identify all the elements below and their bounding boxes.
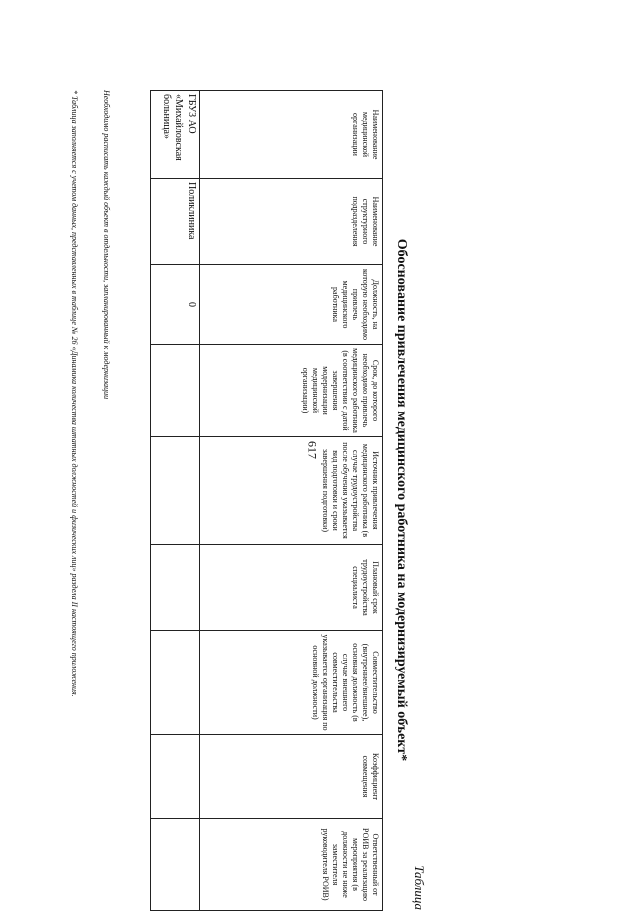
cell-deadline bbox=[151, 345, 200, 437]
cell-org: ГБУЗ АО «Михайловская больница» bbox=[151, 91, 200, 179]
col-deadline: Срок, до которого необходимо привлечь медицинского работника (в соответствии с датой завершения модернизации медицинской организации) bbox=[200, 345, 383, 437]
col-position: Должность, на которую необходимо привлечь медицинского работника bbox=[200, 265, 383, 345]
cell-source bbox=[151, 437, 200, 545]
table-label: Таблица bbox=[412, 865, 427, 910]
col-coefficient: Коэффициент совмещения bbox=[200, 735, 383, 819]
col-org: Наименование медицинской организации bbox=[200, 91, 383, 179]
cell-position: 0 bbox=[151, 265, 200, 345]
rotated-sheet bbox=[0, 90, 427, 910]
col-source: Источник привлечения медицинского работника (в случае трудоустройства после обучения указывается вид подготовки и сроки завершения подготовки) bbox=[200, 437, 383, 545]
cell-coefficient bbox=[151, 735, 200, 819]
page-number: 617 bbox=[305, 441, 320, 459]
cell-responsible bbox=[151, 819, 200, 911]
cell-combination bbox=[151, 631, 200, 735]
col-unit: Наименование структурного подразделения bbox=[200, 179, 383, 265]
document-title: Обоснование привлечения медицинского работника на модернизируемый объект* bbox=[394, 238, 409, 762]
col-responsible: Ответственный от РОИВ за реализацию мероприятия (в должности не ниже заместителя руководителя РОИВ) bbox=[200, 819, 383, 911]
footnote-per-object: Необходимо расписать каждый объект в отдельности, запланированный к модернизации bbox=[102, 90, 111, 400]
table-header-row bbox=[200, 91, 383, 911]
cell-unit: Поликлиника bbox=[151, 179, 200, 265]
table-row bbox=[151, 91, 200, 911]
staffing-table bbox=[150, 90, 383, 911]
cell-planned-term bbox=[151, 545, 200, 631]
footnote-table-26: * Таблица заполняется с учетом данных, представленных в таблице № 26 «Динамика количества штатных должностей и физических лиц» раздела II настоящего приложения. bbox=[70, 90, 79, 697]
col-combination: Совместительство (внутреннее/внешнее), основная должность (в случае внешнего совместительства указывается организация по основной должности) bbox=[200, 631, 383, 735]
col-planned-term: Плановый срок трудоустройства специалиста bbox=[200, 545, 383, 631]
